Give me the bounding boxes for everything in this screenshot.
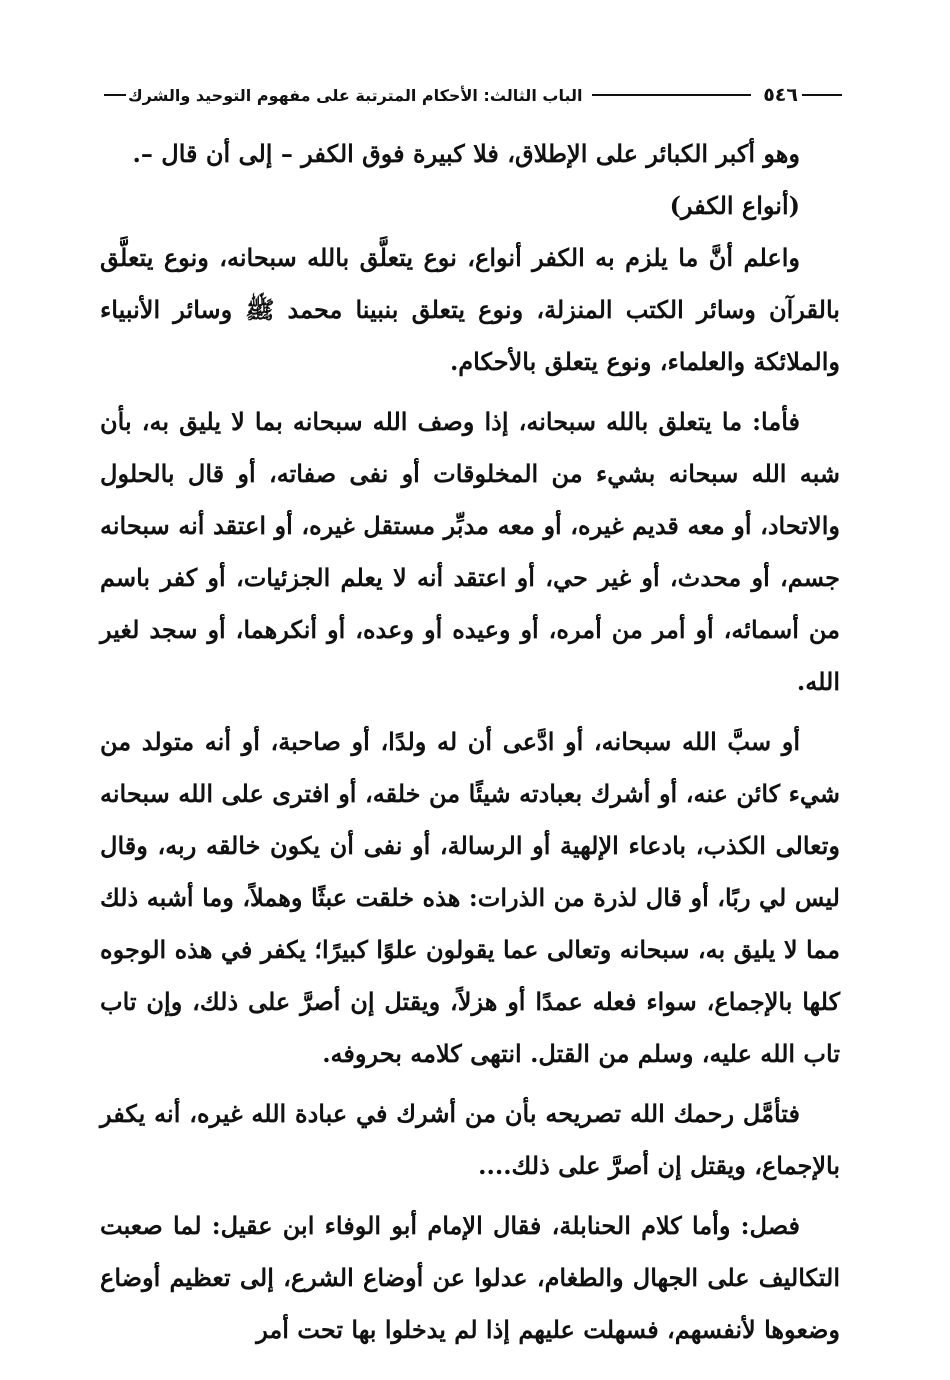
section-heading: (أنواع الكفر) (669, 191, 800, 220)
page-body (100, 128, 840, 1364)
paragraph-6: فصل: وأما كلام الحنابلة، فقال الإمام أبو الوفاء ابن عقيل: لما صعبت التكاليف على الجهال والطغام، عدلوا عن أوضاع الشرع، إلى تعظيم أوضاع وضعوها لأنفسهم، فسهلت عليهم إذا لم يدخلوا بها تحت أمر (100, 1211, 840, 1344)
paragraph-5: فتأمَّل رحمك الله تصريحه بأن من أشرك في عبادة الله غيره، أنه يكفر بالإجماع، ويقتل إن أصرَّ على ذلك.... (100, 1099, 840, 1180)
running-title: الباب الثالث: الأحكام المترتبة على مفهوم التوحيد والشرك (128, 85, 583, 105)
page-number: ٥٤٦ (763, 84, 798, 106)
paragraph-4: أو سبَّ الله سبحانه، أو ادَّعى أن له ولدًا، أو صاحبة، أو أنه متولد من شيء كائن عنه، أو أشرك بعبادته شيئًا من خلقه، أو افترى على الله سبحانه وتعالى الكذب، بادعاء الإلهية أو الرسالة، أو نفى أن يكون خالقه ربه، وقال ليس لي ربًا، أو قال لذرة من الذرات: هذه خلقت عبثًا وهملاً، وما أشبه ذلك مما لا يليق به، سبحانه وتعالى عما يقولون علوًا كبيرًا؛ يكفر في هذه الوجوه كلها بالإجماع، سواء فعله عمدًا أو هزلاً، ويقتل إن أصرَّ على ذلك، وإن تاب تاب الله عليه، وسلم من القتل. انتهى كلامه بحروفه. (100, 727, 840, 1068)
page-header (96, 78, 850, 112)
paragraph-3: فأما: ما يتعلق بالله سبحانه، إذا وصف الله سبحانه بما لا يليق به، بأن شبه الله سبحانه بشيء من المخلوقات أو نفى صفاته، أو قال بالحلول والاتحاد، أو معه قديم غيره، أو معه مدبِّر مستقل غيره، أو اعتقد أنه سبحانه جسم، أو محدث، أو غير حي، أو اعتقد أنه لا يعلم الجزئيات، أو كفر باسم من أسمائه، أو أمر من أمره، أو وعيده أو وعده، أو أنكرهما، أو سجد لغير الله. (100, 407, 840, 696)
header-rule-left (104, 94, 126, 96)
header-rule-right (802, 94, 842, 96)
paragraph-2: واعلم أنَّ ما يلزم به الكفر أنواع، نوع يتعلَّق بالله سبحانه، ونوع يتعلَّق بالقرآن وسائر الكتب المنزلة، ونوع يتعلق بنبينا محمد ﷺ وسائر الأنبياء والملائكة والعلماء، ونوع يتعلق بالأحكام. (100, 243, 840, 376)
header-rule-middle (592, 94, 751, 96)
paragraph-1: وهو أكبر الكبائر على الإطلاق، فلا كبيرة فوق الكفر – إلى أن قال –. (132, 139, 800, 168)
